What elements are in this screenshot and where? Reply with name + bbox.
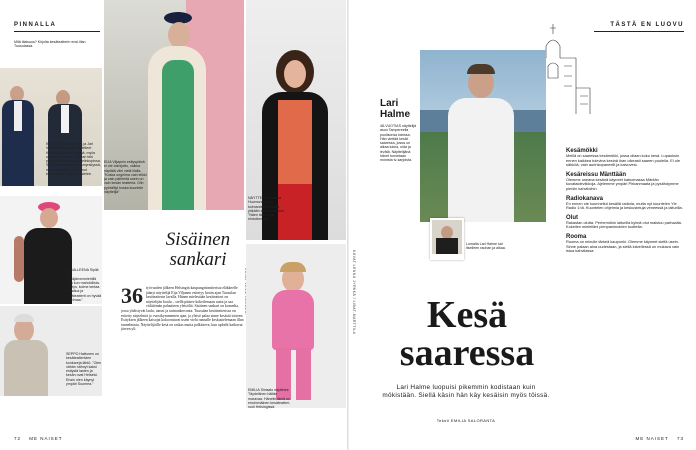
polaroid-photo [430, 218, 464, 260]
subheadline: Lari Halme luopuisi pikemmin kodistaan kuin mökistään. Siellä käsin hän käy kesäisin myös töissä. [382, 384, 550, 399]
caption-kalle: KALLE Tekoälärit (oik.) ja Jari Vahtimäkiällä ovat näytelleet Krapilla monena kesänä, myös ukkosmyrskyssä. "Kerran teki pitkän kohtauksen puhelinkopissa. Se oli alkeminen ukkosmyrskyssä, mutta esitystä ei tarvinnut keskeyttää", Kalle muistelee. [46, 142, 101, 177]
list-item-text: Olemme useana kesänä käyneet katsomassa Mäntän kuvataideviikkoja. Ajelemme ympäri Pirkanmaata ja pysähdymme pieniin kahviloihin. [566, 176, 679, 191]
magazine-name-right: ME NAISET [635, 436, 669, 441]
list-item-title: Rooma [566, 233, 587, 240]
list-item [566, 234, 684, 254]
article-text: työvuoden jälkeen Helsingin kaupunginteatterista eläkkeelle jäänyt näyttelijä Eija Viljanen esiintyy kesän ajan Tuusulan kesäteatterin lavalla. Hänen mielestään kesäteatteri on näyttelijän koulu – siellä pääsee kokeilemaan uutta ja saa välittömän palautteen yleisöltä. Sisäinen sankari on komedia, jossa yhdistyvät laulu, tanssi ja tarinankerronta. Tuusulan kesäteatterissa on esitetty näytelmiä jo vuosikymmenten ajan, ja yleisö palaa sinne kesästä toiseen. Esityksen jälkeen katsojat kokoontuvat usein vielä rannalle keskustelemaan illan tunnelmista. Näyttelijöille kesä on raskas mutta palkitseva, kun aplodit kaikuvat järven yli. [121, 286, 244, 332]
main-headline [384, 296, 550, 372]
list-item [566, 215, 684, 230]
favorites-list [566, 144, 684, 406]
byline: Teksti EMILIA SALORANTA [436, 418, 496, 423]
caption-eija: EIJA Viljapelo esityspäivä ei ole toimijottu, vaikka näyttää vilei vielä illalla. "Koska ongelma vain leikki ja vain päihteitä usein on vain kesän teatteria. Olin pyöräillyt koska kuuntele näyttelijä" [104, 160, 147, 195]
list-item [566, 196, 684, 211]
list-item-text: Rakastan olutta. Perhemökin laiturilla kylmä olut maistuu parhaalta. Kokeilen mielelläni pienpanimoiden tuotteita. [566, 219, 682, 230]
photo-lari-halme [420, 50, 546, 222]
intro-caption: Mitä tilaisuus? Kirjoita kesäteatterin ensi-illan Tuusulassa. [14, 40, 86, 49]
caption-emilia: EMILIA Sinisalo näyttelee Täydellinen häitän maravaa. Hänelle tämä on ensimmäinen kesäteatteri-rooli Helsingissä. [248, 388, 291, 410]
subject-first-name: Lari [380, 98, 399, 109]
section-rule [14, 31, 100, 32]
subject-intro: 48-VUOTIAS näyttelijä asuu Tampereella puolisonsa kanssa. Hän viettää kesät saaressa, jossa on aikaa lukea, uida ja levätä. Näyttelijänä hänet tunnetaan monista tv-sarjoista. [380, 124, 417, 163]
list-item-title: Kesäreissu Mänttään [566, 171, 627, 178]
magazine-name-left: ME NAISET [29, 436, 63, 441]
list-item-text: En ennen ole kuunnellut kesällä radiota, mutta nyt kuuntelen Yle Radio 1:tä. Kuuntelen ohjelmia ja keskusteluja veneessä ja laiturilla. [566, 200, 683, 211]
dropcap: 36 [121, 286, 143, 308]
photo-credit-right: KUVAT LENNU JYRKKÄ / LIBAT-MARTTILA [352, 250, 356, 335]
list-item-title: Kesämökki [566, 148, 598, 154]
subject-name [380, 98, 410, 120]
caption-seppo: SEPPO Hattunen on kesäteatterivien konkareja lähtö. "Olen vähän nähnyt kaksi esitystä lasten ja kesän ovat Helsinki. Ensin olen käynyt ympäri Suomea." [66, 352, 102, 387]
section-label: PINNALLA [14, 22, 57, 28]
list-item-text: Meillä on saaressa kesämökki, jossa ollaan koko kesä. Lupauksin ennen kaikkea tulevina kesinä ihan oikeasti saaren puolella. Ei ole sähköä, vain aurinkopaneelit ja kaivovesi. [566, 153, 680, 168]
list-item-title: Olut [566, 214, 578, 221]
headline-line-1: Sisäinen [165, 229, 231, 250]
section-rule-right [594, 31, 684, 32]
list-item-text: Rooma on minulle tärkeä kaupunki. Olemme käyneet siellä usein. Sinne palaan aina uudestaan, ja siellä kävellessä on mukava vain istua kahvilassa. [566, 238, 680, 254]
section-label-right: TÄSTÄ EN LUOVU [610, 22, 684, 28]
page-number-right: 73 [676, 436, 684, 441]
article-body [121, 286, 245, 400]
folio-left [14, 436, 63, 441]
page-number-left: 72 [14, 436, 22, 441]
article-headline [148, 230, 248, 270]
list-item-title: Radiokanava [566, 195, 604, 202]
caption-nayttelija: NÄYTTELIJÄ Marika Huomonin tekee kolmantena kesänä pitkään kesätuotannon. "Näen tätä työtä ehdottomasti." [248, 196, 286, 222]
headline-line-2: sankari [169, 249, 227, 270]
page-gutter [347, 0, 349, 450]
caption-anna-leena: ANNA-LEENA Sipilä käy Pyhäjärvenmiehillä aina kun mahdollista. "Esitys, kolme kertaa vierailua ja kesäteatterit on hyvää ohjelmaa." [66, 268, 102, 303]
list-item [566, 148, 684, 168]
photo-emilia [246, 244, 346, 408]
subject-last-name: Halme [380, 109, 411, 120]
main-headline-line-1: Kesä [426, 294, 508, 336]
list-item [566, 172, 684, 192]
photo-caption-right: Lomalla Lari Halme sai itselleen rauhan ja aikaa. [466, 242, 506, 251]
folio-right [636, 436, 684, 441]
main-headline-line-2: saaressa [399, 332, 535, 374]
